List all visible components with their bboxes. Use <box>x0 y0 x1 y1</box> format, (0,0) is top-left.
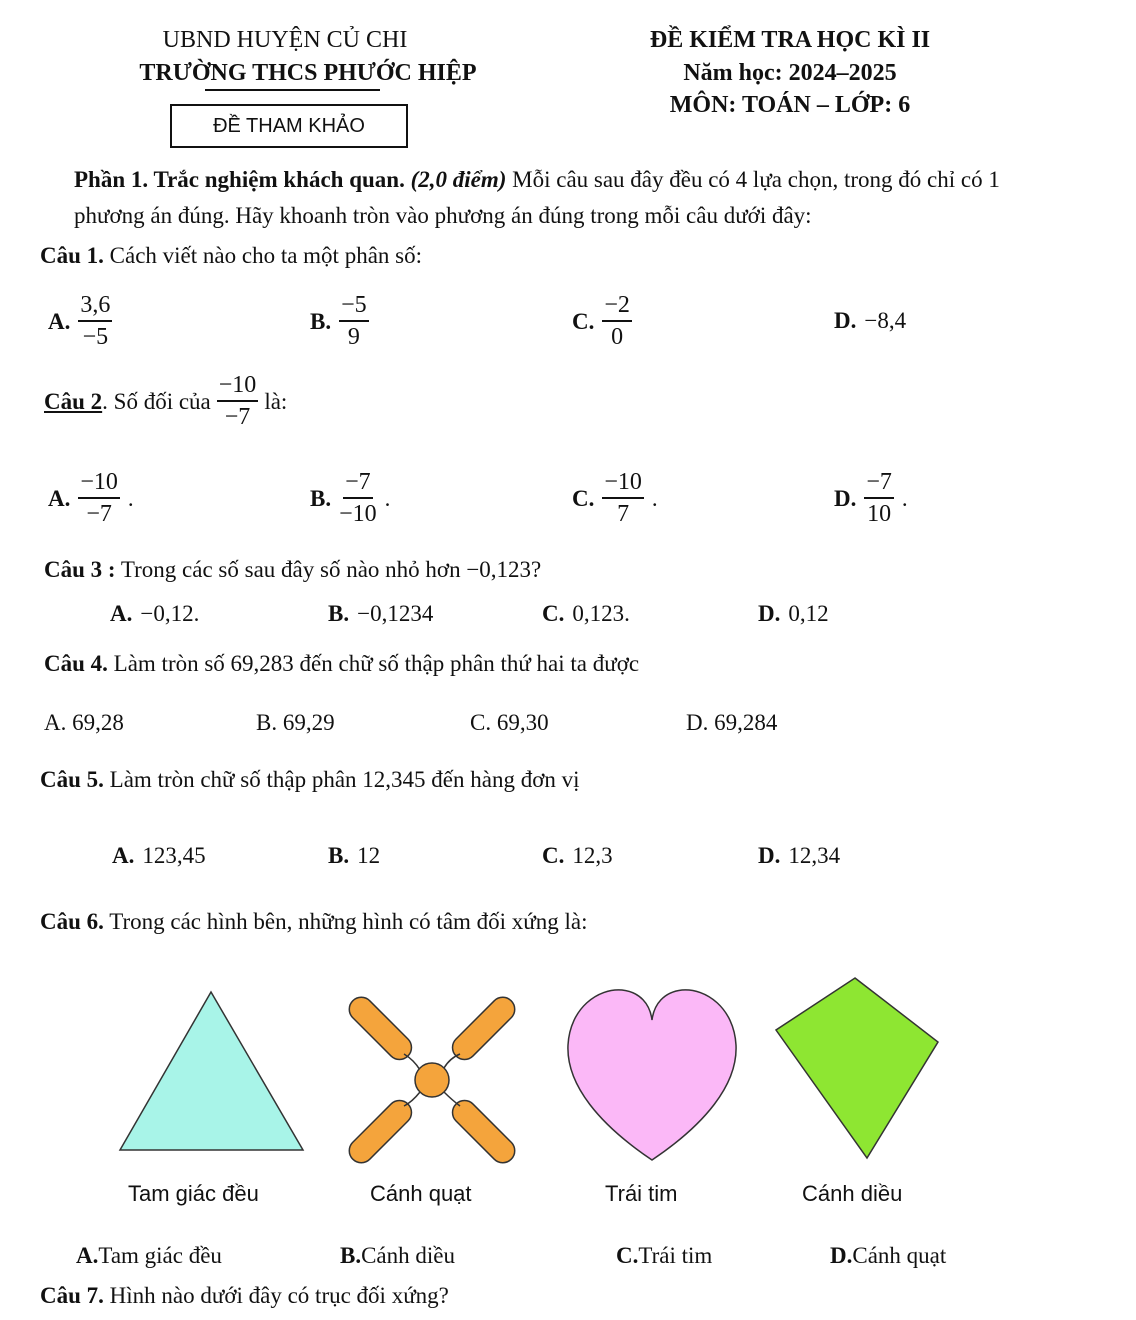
question-6 <box>40 909 588 935</box>
q5-option-b[interactable]: B. 12 <box>328 843 381 868</box>
option-letter: B. <box>310 308 332 334</box>
q6-option-d[interactable]: D. Cánh quạt <box>830 1243 947 1268</box>
question-3-label: Câu 3 : <box>44 557 116 582</box>
question-1 <box>40 243 422 269</box>
question-4 <box>44 651 639 677</box>
part1-points: (2,0 điểm) <box>410 167 507 192</box>
option-letter: D. <box>834 485 857 511</box>
school-underline <box>205 89 380 91</box>
fraction: $\frac{-7}{-10}$ <box>339 469 377 528</box>
question-4-label: Câu 4. <box>44 651 108 676</box>
q4-option-d[interactable]: D. 69,284 <box>686 710 778 735</box>
caption-fan: Cánh quạt <box>370 1181 472 1206</box>
option-value: −8,4 <box>864 308 907 333</box>
option-letter: B. <box>310 485 332 511</box>
part1-instruction-line2: phương án đúng. Hãy khoanh tròn vào phương án đúng trong mỗi câu dưới đây: <box>74 203 812 228</box>
reference-exam-box <box>170 104 408 148</box>
part1-instruction-text: Mỗi câu sau đây đều có 4 lựa chọn, trong đó chỉ có 1 <box>506 167 1000 192</box>
question-4-text: Làm tròn số 69,283 đến chữ số thập phân thứ hai ta được <box>107 651 640 676</box>
caption-heart: Trái tim <box>605 1181 678 1206</box>
question-1-label: Câu 1. <box>40 243 104 268</box>
question-3-text: Trong các số sau đây số nào nhỏ hơn −0,123? <box>115 557 542 582</box>
fraction: $\frac{-10}{-7}$ <box>80 469 118 528</box>
question-2 <box>44 373 287 430</box>
q6-figures <box>0 960 1136 1170</box>
question-7 <box>40 1283 449 1309</box>
question-6-label: Câu 6. <box>40 909 104 934</box>
option-letter: A. <box>48 308 71 334</box>
q4-option-c[interactable]: C. 69,30 <box>470 710 549 735</box>
q2-option-d[interactable]: D. $\frac{-7}{10}$ . <box>834 469 908 528</box>
question-2-text-after: là: <box>264 388 288 414</box>
q5-option-a[interactable]: A. 123,45 <box>112 843 206 868</box>
question-2-label: Câu 2 <box>44 388 103 414</box>
exam-title: ĐỀ KIỂM TRA HỌC KÌ II <box>649 27 931 53</box>
option-letter: C. <box>572 485 595 511</box>
fraction: $\frac{3,6}{-5}$ <box>80 292 111 351</box>
fan-figure <box>344 992 519 1167</box>
q2-option-c[interactable]: C. $\frac{-10}{7}$ . <box>572 469 658 528</box>
q1-option-b[interactable] <box>310 293 369 350</box>
option-letter: C. <box>572 308 595 334</box>
q4-option-a[interactable]: A. 69,28 <box>44 710 124 735</box>
equilateral-triangle-figure <box>120 992 303 1150</box>
q6-option-b[interactable]: B. Cánh diều <box>340 1243 455 1268</box>
question-7-label: Câu 7. <box>40 1283 104 1308</box>
q6-option-a[interactable]: A. Tam giác đều <box>76 1243 222 1268</box>
kite-figure <box>776 978 938 1158</box>
question-1-text: Cách viết nào cho ta một phân số: <box>103 243 422 268</box>
header-school-name: TRƯỜNG THCS PHƯỚC HIỆP <box>139 60 477 86</box>
question-2-fraction: $\frac{-10}{-7}$ <box>218 372 257 431</box>
subject-grade: MÔN: TOÁN – LỚP: 6 <box>669 92 911 118</box>
q3-option-c[interactable]: C. 0,123. <box>542 601 630 626</box>
q5-option-d[interactable]: D. 12,34 <box>758 843 841 868</box>
question-2-text: . Số đối của <box>102 388 211 414</box>
header-school-district: UBND HUYỆN CỦ CHI <box>162 27 408 53</box>
q1-option-a[interactable] <box>48 293 112 350</box>
q1-option-d[interactable] <box>834 308 906 334</box>
q3-option-b[interactable]: B. −0,1234 <box>328 601 434 626</box>
q2-option-b[interactable]: B. $\frac{-7}{-10}$ . <box>310 469 391 528</box>
part1-title: Phần 1. Trắc nghiệm khách quan. <box>74 167 405 192</box>
question-5-label: Câu 5. <box>40 767 104 792</box>
q3-option-d[interactable]: D. 0,12 <box>758 601 829 626</box>
q4-option-b[interactable]: B. 69,29 <box>256 710 335 735</box>
q5-option-c[interactable]: C. 12,3 <box>542 843 613 868</box>
question-7-text: Hình nào dưới đây có trục đối xứng? <box>103 1283 449 1308</box>
fraction: $\frac{-10}{7}$ <box>604 469 642 528</box>
question-5 <box>40 767 580 793</box>
fraction: $\frac{-5}{9}$ <box>341 292 367 351</box>
caption-triangle: Tam giác đều <box>128 1181 259 1206</box>
question-5-text: Làm tròn chữ số thập phân 12,345 đến hàng đơn vị <box>103 767 580 792</box>
fraction: $\frac{-2}{0}$ <box>604 292 630 351</box>
fraction: $\frac{-7}{10}$ <box>866 469 892 528</box>
reference-exam-label: ĐỀ THAM KHẢO <box>213 114 365 137</box>
heart-figure <box>568 990 736 1160</box>
option-letter: D. <box>834 308 857 333</box>
q1-option-c[interactable] <box>572 293 632 350</box>
school-year: Năm học: 2024–2025 <box>683 60 897 86</box>
question-6-text: Trong các hình bên, những hình có tâm đối xứng là: <box>103 909 588 934</box>
q3-option-a[interactable]: A. −0,12. <box>110 601 200 626</box>
q2-option-a[interactable]: A. $\frac{-10}{-7}$ . <box>48 469 134 528</box>
part1-instruction <box>74 167 1000 193</box>
caption-kite: Cánh diều <box>802 1181 903 1206</box>
option-letter: A. <box>48 485 71 511</box>
q6-option-c[interactable]: C. Trái tim <box>616 1243 713 1268</box>
question-3 <box>44 557 541 583</box>
